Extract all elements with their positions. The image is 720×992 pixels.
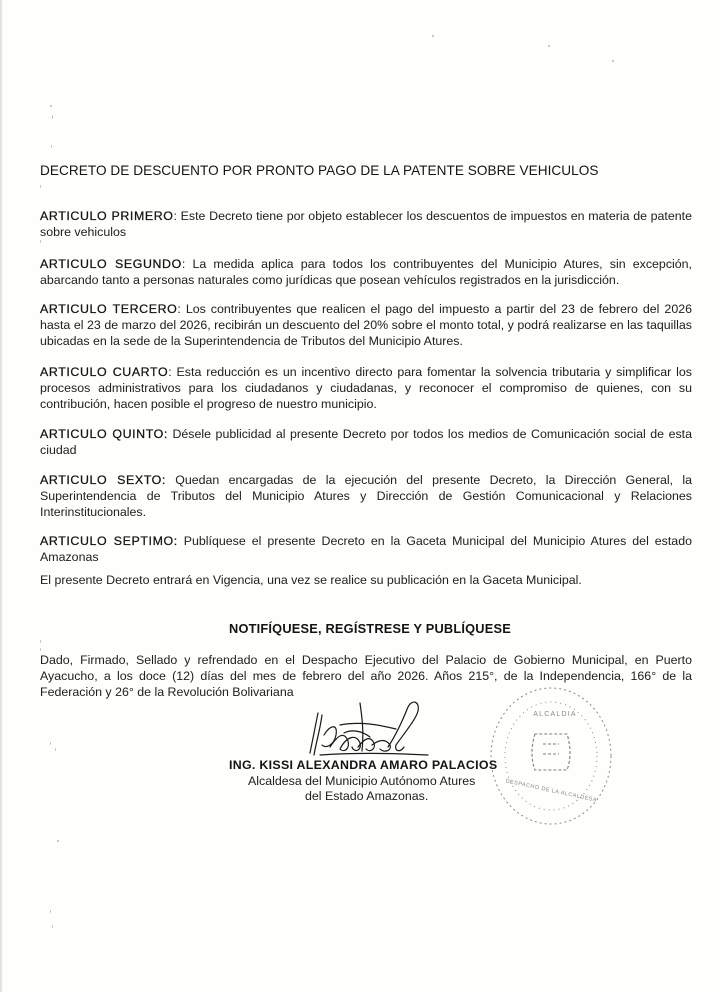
- scan-edge-shadow: [0, 0, 3, 992]
- article-text: Désele publicidad al presente Decreto por todos los medios de Comunicación social de esta ciudad: [40, 427, 692, 457]
- vigencia-statement: El presente Decreto entrará en Vigencia, una vez se realice su publicación en la Gaceta Municipal.: [40, 573, 582, 587]
- article-label: ARTICULO TERCERO: [40, 302, 178, 316]
- article-sexto: [40, 472, 692, 520]
- article-cuarto: [40, 364, 692, 412]
- article-label: ARTICULO QUINTO:: [40, 427, 168, 441]
- signer-state: del Estado Amazonas.: [305, 789, 429, 803]
- article-text: Publíquese el presente Decreto en la Gaceta Municipal del Municipio Atures del estado Amazonas: [40, 534, 692, 564]
- article-quinto: [40, 426, 692, 458]
- article-primero: [40, 208, 692, 240]
- scan-speck: [51, 145, 52, 148]
- signature-scrawl: [300, 695, 435, 765]
- scan-speck: [40, 640, 41, 643]
- scan-speck: [55, 748, 56, 751]
- scan-speck: [50, 742, 51, 745]
- article-text: : Esta reducción es un incentivo directo para fomentar la solvencia tributaria y simplificar los procesos administrativos para los ciudadanos y ciudadanas, y reconocer el compromiso de quienes, con su contribución, hacen posible el progreso de nuestro municipio.: [40, 365, 692, 411]
- seal-top-text: ALCALDIA: [533, 711, 577, 718]
- seal-bottom-text: DESPACHO DE LA ALCALDESA: [504, 778, 598, 804]
- article-text: : Este Decreto tiene por objeto establecer los descuentos de impuestos en materia de patente sobre vehiculos: [40, 209, 692, 239]
- article-label: ARTICULO PRIMERO: [40, 209, 174, 223]
- article-label: ARTICULO SEXTO:: [40, 473, 166, 487]
- scan-speck: [40, 240, 41, 243]
- scan-speck: [52, 925, 53, 928]
- article-label: ARTICULO CUARTO: [40, 365, 169, 379]
- article-label: ARTICULO SEPTIMO:: [40, 534, 178, 548]
- scan-speck: [57, 840, 59, 842]
- signer-name: ING. KISSI ALEXANDRA AMARO PALACIOS: [229, 758, 498, 772]
- article-septimo: [40, 533, 692, 565]
- scan-speck: [612, 60, 614, 62]
- article-text: : La medida aplica para todos los contribuyentes del Municipio Atures, sin excepción, abarcando tanto a personas naturales como jurídicas que posean vehículos registrados en la jurisdicción.: [40, 257, 693, 287]
- scan-speck: [50, 105, 52, 107]
- official-seal: [485, 682, 617, 830]
- decree-title: DECRETO DE DESCUENTO POR PRONTO PAGO DE LA PATENTE SOBRE VEHICULOS: [40, 163, 599, 178]
- scan-speck: [52, 115, 53, 119]
- scan-speck: [40, 185, 41, 188]
- article-text: Quedan encargadas de la ejecución del presente Decreto, la Dirección General, la Superintendencia de Tributos del Municipio Atures y Dirección de Gestión Comunicacional y Relaciones Interinstitucionales.: [40, 473, 692, 519]
- scan-speck: [548, 45, 550, 47]
- signer-title: Alcaldesa del Municipio Autónomo Atures: [248, 774, 476, 788]
- article-label: ARTICULO SEGUNDO: [40, 257, 182, 271]
- article-text: : Los contribuyentes que realicen el pago del impuesto a partir del 23 de febrero del 2026 hasta el 23 de marzo del 2026, recibirán un descuento del 20% sobre el monto total, y podrá realizarse en las taquillas ubicadas en la sede de la Superintendencia de Tributos del Municipio Atures.: [40, 302, 692, 348]
- article-segundo: [40, 256, 692, 288]
- scan-speck: [50, 910, 51, 913]
- scan-speck: [40, 648, 41, 651]
- given-paragraph: Dado, Firmado, Sellado y refrendado en el Despacho Ejecutivo del Palacio de Gobierno Municipal, en Puerto Ayacucho, a los doce (12) días del mes de febrero del año 2026. Años 215°, de la Independencia, 166° de la Federación y 26° de la Revolución Bolivariana: [40, 653, 692, 699]
- scan-speck: [432, 35, 434, 37]
- article-tercero: [40, 301, 692, 349]
- notify-heading: NOTIFÍQUESE, REGÍSTRESE Y PUBLÍQUESE: [229, 621, 511, 636]
